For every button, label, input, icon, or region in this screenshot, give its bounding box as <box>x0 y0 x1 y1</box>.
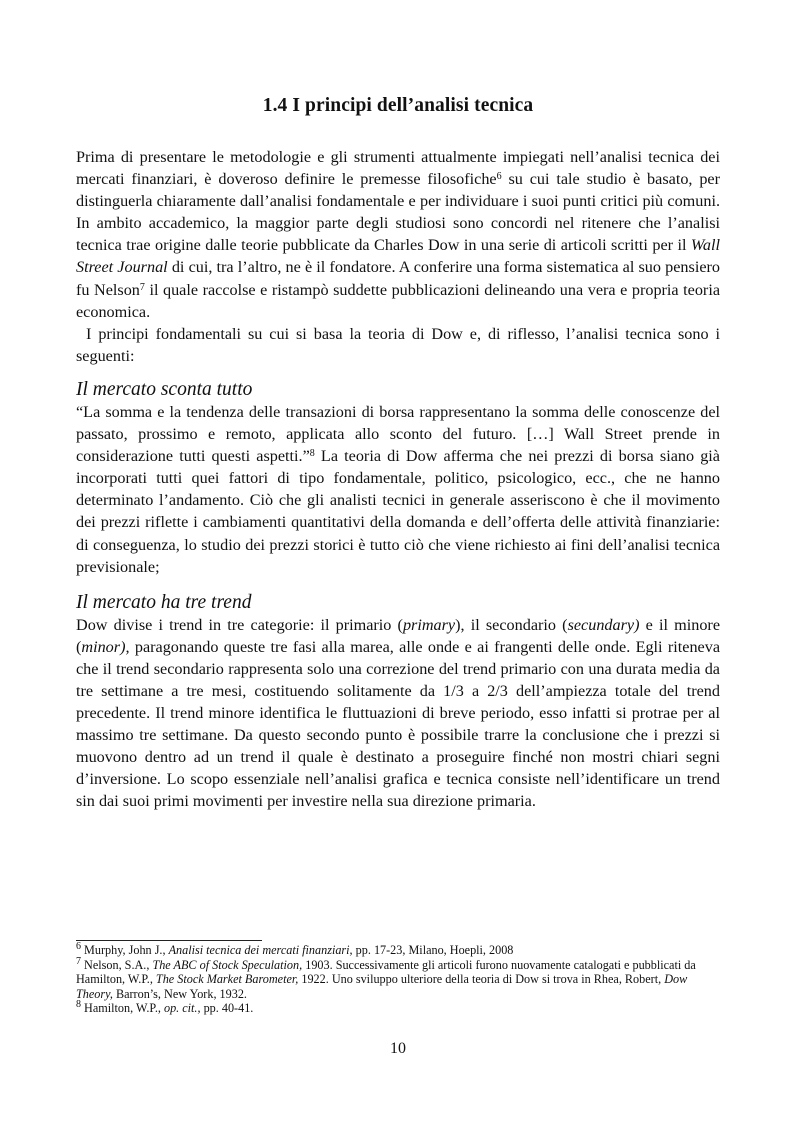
footnote-ref-8[interactable]: 8 <box>309 448 315 460</box>
section-title: 1.4 I principi dell’analisi tecnica <box>262 95 534 116</box>
page-number: 10 <box>390 1040 406 1057</box>
paragraph-three-trends: Dow divise i trend in tre categorie: il primario (primary), il secondario (secundary) e il minore (minor), paragonando queste tre fasi alla marea, alle onde e ai frangenti delle onde. Egli riteneva che il trend secondario rappresenta solo una correzione del trend primario con una durata media da tre settimane a tre mesi, costituendo solitamente da 1/3 a 2/3 dell’ampiezza totale del trend precedente. Il trend minore identifica le fluttuazioni di breve periodo, esso infatti si protrae per al massimo tre settimane. Da questo secondo punto è possibile trarre la conclusione che i prezzi si muovono dentro ad un trend il quale è destinato a proseguire finché non mostri chiari segni d’inversione. Lo scopo essenziale nell’analisi grafica e tecnica consiste nell’identificare un trend sin dai suoi primi movimenti per investire nella sua direzione primaria. <box>76 615 720 811</box>
footnote-divider <box>76 940 262 941</box>
heading-market-discounts: Il mercato sconta tutto <box>76 378 253 400</box>
footnote-8: $^8$ Hamilton, W.P., op. cit., pp. 40-41. <box>76 999 254 1016</box>
footnote-6: $^6$ Murphy, John J., Analisi tecnica dei mercati finanziari, pp. 17-23, Milano, Hoepli, 2008 <box>76 941 514 957</box>
paragraph-intro: Prima di presentare le metodologie e gli strumenti attualmente impiegati nell’analisi tecnica dei mercati finanziari, è doveroso definire le premesse filosofiche$^6$ su cui tale studio è basato, per distinguerla chiaramente dall’analisi fondamentale e per individuare i suoi punti critici più comuni. In ambito accademico, la maggior parte degli studiosi sono concordi nel ritenere che l’analisi tecnica trae origine dalle teorie pubblicate da Charles Dow in una serie di articoli scritti per il Wall Street Journal di cui, tra l’altro, ne è il fondatore. A conferire una forma sistematica al suo pensiero fu Nelson$^7$ il quale raccolse e ristampò suddette pubblicazioni delineando una vera e propria teoria economica. <box>76 148 721 321</box>
paragraph-principles: I principi fondamentali su cui si basa la teoria di Dow e, di riflesso, l’analisi tecnica sono i seguenti: <box>76 324 720 365</box>
footnote-ref-6[interactable]: 6 <box>496 171 502 183</box>
journal-name: Wall Street Journal <box>76 236 720 277</box>
footnote-7: $^7$ Nelson, S.A., The ABC of Stock Speculation, 1903. Successivamente gli articoli furono nuovamente catalogati e pubblicati da Hamilton, W.P., The Stock Market Barometer, 1922. Uno sviluppo ulteriore della teoria di Dow si trova in Rhea, Robert, Dow Theory, Barron’s, New York, 1932. <box>76 955 696 1001</box>
footnotes <box>76 943 720 1016</box>
footnote-ref-7[interactable]: 7 <box>139 281 145 293</box>
body-text <box>76 146 720 813</box>
paragraph-market-discounts: “La somma e la tendenza delle transazioni di borsa rappresentano la somma delle conoscenze del passato, prossimo e remoto, applicata allo sconto del futuro. […] Wall Street prende in considerazione tutti questi aspetti.”$^8$ La teoria di Dow afferma che nei prezzi di borsa siano già incorporati tutti quei fattori di tipo fondamentale, politico, psicologico, ecc., che ne hanno determinato l’andamento. Ciò che gli analisti tecnici in generale asseriscono è che il movimento dei prezzi riflette i cambiamenti quantitativi della domanda e dell’offerta delle attività finanziarie: di conseguenza, lo studio dei prezzi storici è tutto ciò che viene richiesto ai fini dell’analisi tecnica previsionale; <box>76 402 720 576</box>
heading-three-trends: Il mercato ha tre trend <box>76 591 252 613</box>
